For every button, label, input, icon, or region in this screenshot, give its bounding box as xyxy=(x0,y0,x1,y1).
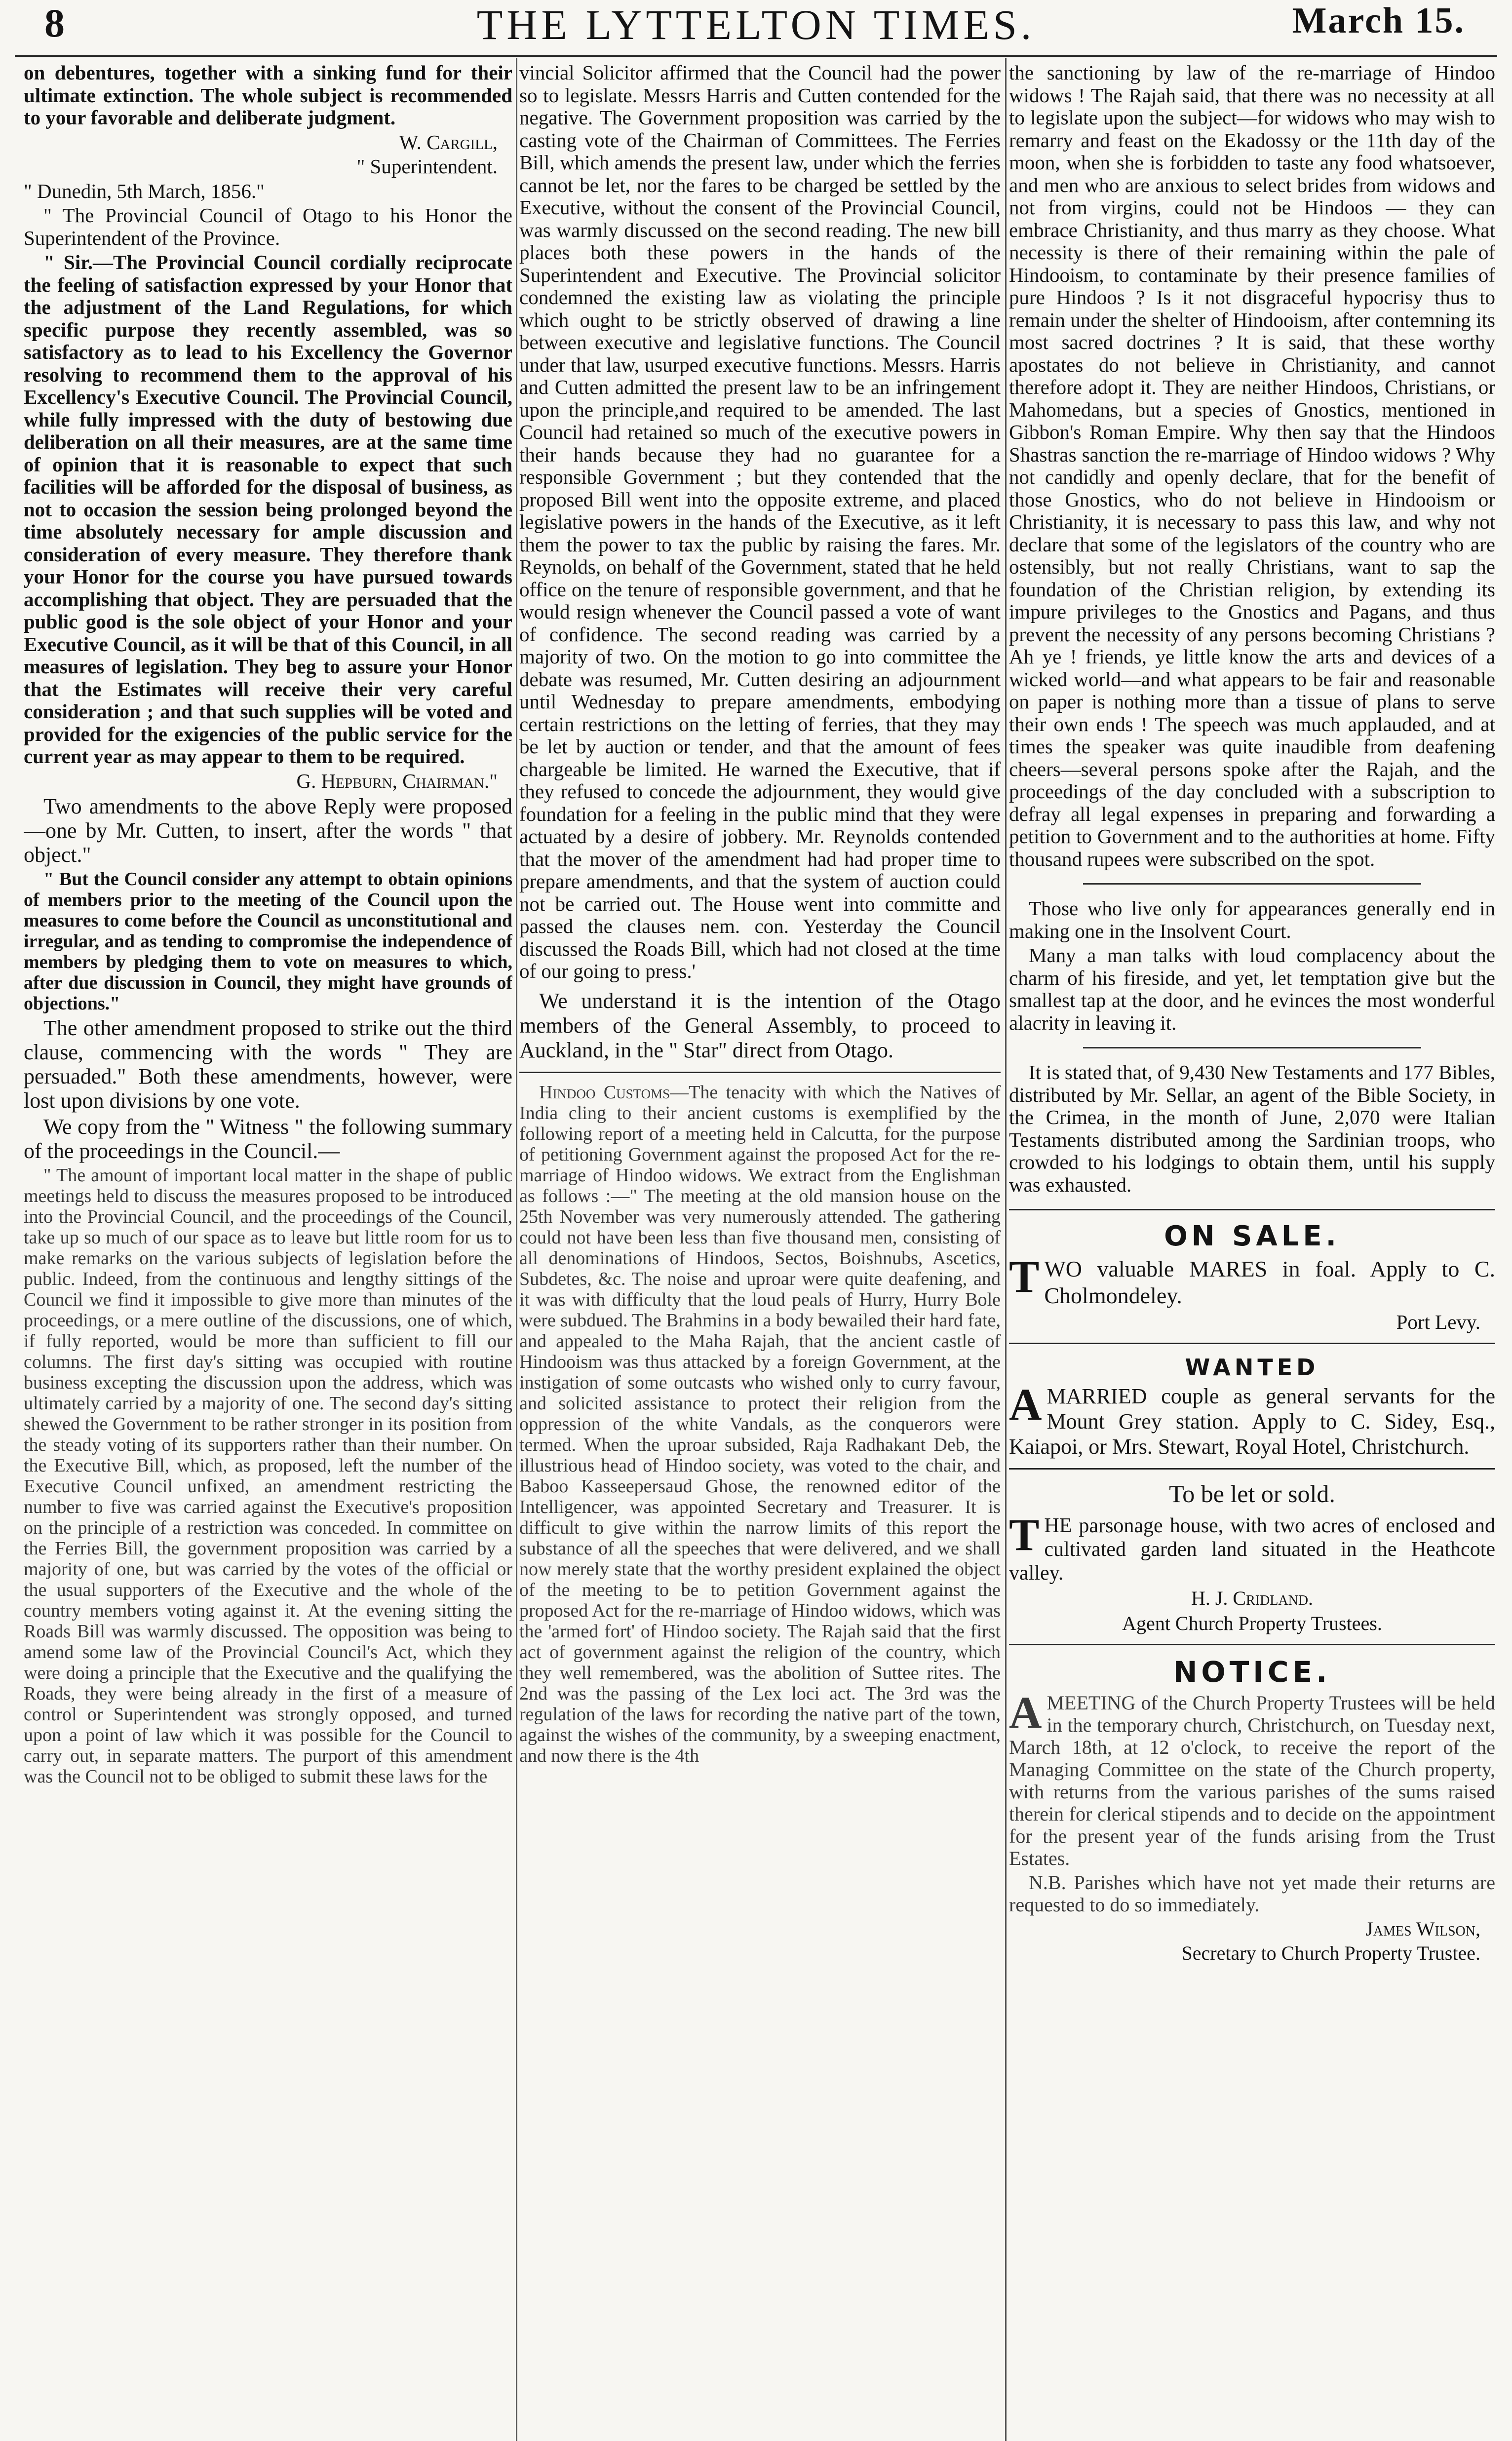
second-amendment: The other amendment proposed to strike out the third clause, commencing with the words " They are persuaded." Both these amendments, however, were lost upon divisions by one vote. xyxy=(24,1016,512,1113)
column-1 xyxy=(24,62,512,2436)
testaments-paragraph: It is stated that, of 9,430 New Testaments and 177 Bibles, distributed by Mr. Sellar, an agent of the Bible Society, in the Crimea, in the month of June, 2,070 were Italian Testaments distributed among the Sardinian troops, who crowded to his lodgings to obtain them, until his supply was exhausted. xyxy=(1009,1061,1495,1196)
ad-nb: N.B. Parishes which have not yet made their returns are requested to do so immediately. xyxy=(1009,1871,1495,1916)
drop-cap: T xyxy=(1009,1509,1040,1560)
issue-date: March 15. xyxy=(1292,0,1465,41)
signature-title: " Superintendent. xyxy=(356,155,498,178)
ad-heading: To be let or sold. xyxy=(1169,1479,1335,1508)
otago-members-paragraph: We understand it is the intention of the Otago members of the General Assembly, to proceed to Auckland, in the " Star" direct from Otago. xyxy=(519,988,1001,1062)
drop-cap: A xyxy=(1009,1687,1042,1738)
hindoo-customs-heading: Hindoo Customs xyxy=(539,1082,670,1103)
signature-hepburn: G. Hepburn, Chairman." xyxy=(296,769,498,792)
address-line: " The Provincial Council of Otago to his Honor the Superintendent of the Province. xyxy=(24,204,512,249)
ads-divider xyxy=(1009,1343,1495,1344)
hindoo-customs-article xyxy=(519,1082,1001,1766)
ads-divider xyxy=(1009,1644,1495,1645)
section-divider xyxy=(1083,883,1421,885)
ad-on-sale xyxy=(1009,1219,1495,1334)
masthead-rule xyxy=(15,55,1497,57)
ad-heading: NOTICE. xyxy=(1173,1655,1331,1689)
debentures-paragraph: on debentures, together with a sinking fund for their ultimate extinction. The whole subject is recommended to your favorable and deliberate judgment. xyxy=(24,62,512,129)
ad-to-let xyxy=(1009,1478,1495,1635)
ad-heading: WANTED xyxy=(1185,1354,1319,1381)
witness-intro: We copy from the " Witness " the following summary of the proceedings in the Council.— xyxy=(24,1115,512,1163)
section-divider xyxy=(519,1072,1001,1073)
ad-body: HE parsonage house, with two acres of enclosed and cultivated garden land situated in the Heathcote valley. xyxy=(1009,1514,1495,1585)
newspaper-title: THE LYTTELTON TIMES. xyxy=(476,1,1036,48)
column-rule xyxy=(1005,58,1007,2441)
rajah-speech-paragraph: the sanctioning by law of the re-marriage of Hindoo widows ! The Rajah said, that there was no necessity at all to legislate upon the subject—for widows who may wish to remarry and feast on the Ekadossy or the 11th day of the moon, when she is forbidden to taste any food whatsoever, and men who are anxious to select brides from widows and not from virgins, could not be Hindoos — they can embrace Christianity, and thus marry as they choose. What necessity is there of their remaining within the pale of Hindooism, to contaminate by their presence families of pure Hindoos ? Is it not disgraceful hypocrisy thus to remain under the shelter of Hindooism, after contemning its most sacred doctrines ? It is said, that these worthy apostates do not believe in Christianity, and cannot therefore adopt it. They are neither Hindoos, Christians, or Mahomedans, but a species of Gnostics, mentioned in Gibbon's Roman Empire. Why then say that the Hindoos Shastras sanction the re-marriage of Hindoo widows ? Why not candidly and openly declare, that for the benefit of those Gnostics, who do not believe in Hindooism or Christianity, it is necessary to pass this law, and why not declare that some of the legislators of the country who are ostensibly, but not really Christians, want to sap the foundation of the Christian religion, by extending its impure privileges to the Gnostics and Pagans, and thus prevent the necessity of any persons becoming Christians ? Ah ye ! friends, ye little know the arts and devices of a wicked world—and what appears to be fair and reasonable on paper is nothing more than a tissue of plans to serve their own ends ! The speech was much applauded, and at times the speaker was quite inaudible from deafening cheers—several persons spoke after the Rajah, and the proceedings of the day concluded with a subscription to defray all legal expenses in preparing and forwarding a petition to Government and to the authorities at home. Fifty thousand rupees were subscribed on the spot. xyxy=(1009,62,1495,870)
ad-signature-title: Agent Church Property Trustees. xyxy=(1122,1612,1382,1634)
ad-wanted xyxy=(1009,1353,1495,1459)
ad-heading: ON SALE. xyxy=(1164,1220,1340,1252)
ad-body: MEETING of the Church Property Trustees will be held in the temporary church, Christchurch, on Tuesday next, March 18th, at 12 o'clock, to receive the report of the Managing Committee on the state of the Church property, with returns from the various parishes of the sums raised therein for clerical stipends and to decide on the appointment for the present year of the funds arising from the Trust Estates. xyxy=(1009,1691,1495,1869)
ad-notice xyxy=(1009,1654,1495,1965)
appearances-paragraph: Those who live only for appearances generally end in making one in the Insolvent Court. xyxy=(1009,897,1495,942)
page-number: 8 xyxy=(44,0,65,45)
council-reply: " Sir.—The Provincial Council cordially reciprocate the feeling of satisfaction expressed by your Honor that the adjustment of the Land Regulations, for which specific purpose they recently assembled, was so satisfactory as to lead to his Excellency the Governor resolving to recommend them to the approval of his Excellency's Executive Council. The Provincial Council, while fully impressed with the duty of bestowing due deliberation on all their measures, are at the same time of opinion that it is reasonable to expect that such facilities will be afforded for the disposal of business, as not to occasion the session being prolonged beyond the time absolutely necessary for ample discussion and consideration of every measure. They therefore thank your Honor for the course you have pursued towards accomplishing that object. They are persuaded that the public good is the sole object of your Honor and your Executive Council, as it will be that of this Council, in all measures of legislation. They beg to assure your Honor that the Estimates will receive their very careful consideration ; and that such supplies will be voted and provided for the exigencies of the public service for the current year as may appear to them to be required. xyxy=(24,251,512,768)
hindoo-customs-text: —The tenacity with which the Natives of India cling to their ancient customs is exemplified by the following report of a meeting held in Calcutta, for the purpose of petitioning Government against the proposed Act for the re-marriage of Hindoo widows. We extract from the Englishman as follows :—" The meeting at the old mansion house on the 25th November was very numerously attended. The gathering could not have been less than five thousand men, consisting of all denominations of Hindoos, Sectos, Boishnubs, Ascetics, Subdetes, &c. The noise and uproar were quite deafening, and it was with difficulty that the loud peals of Hurry, Hurry Bole were subdued. The Brahmins in a body bewailed their hard fate, and appealed to the Maha Rajah, that the ancient castle of Hindooism was thus attacked by a foreign Government, at the instigation of some outcasts who wished only to curry favour, and solicited assistance to protect their religion from the oppression of the white Vandals, as the conquerors were termed. When the uproar subsided, Raja Radhakant Deb, the illustrious head of Hindoo society, was voted to the chair, and Baboo Kasseepersaud Ghose, the renowned editor of the Intelligencer, was appointed Secretary and Treasurer. It is difficult to give within the narrow limits of this report the substance of all the speeches that were delivered, and we shall now merely state that the worthy president explained the object of the meeting to be to petition Government against the proposed Act for the re-marriage of Hindoo widows, which was the 'armed fort' of Hindoo society. The Rajah said that the first act of government against the religion of the country, which they well remembered, was the abolition of Suttee rites. The 2nd was the passing of the Lex loci act. The 3rd was the regulation of the laws for recording the native part of the town, against the wishes of the community, by a sweeping enactment, and now there is the 4th xyxy=(519,1082,1001,1766)
drop-cap: T xyxy=(1009,1251,1040,1302)
ads-divider xyxy=(1009,1468,1495,1470)
section-divider xyxy=(1083,1047,1421,1048)
dateline: " Dunedin, 5th March, 1856." xyxy=(24,179,265,202)
signature-cargill: W. Cargill, xyxy=(399,130,498,154)
amendment-paragraph: Two amendments to the above Reply were proposed—one by Mr. Cutten, to insert, after the words " that object." xyxy=(24,794,512,867)
ad-signature: H. J. Cridland. xyxy=(1191,1587,1314,1609)
column-rule xyxy=(516,58,517,2441)
council-summary: " The amount of important local matter in the shape of public meetings held to discuss the measures proposed to be introduced into the Provincial Council, and the proceedings of the Council, take up so much of our space as to leave but little room for us to make remarks on the various subjects of legislation before the public. Indeed, from the continuous and lengthy sittings of the Council we find it impossible to give more than minutes of the proceedings, or a mere outline of the discussions, one of which, if fully reported, would be more than sufficient to fill our columns. The first day's sitting was occupied with routine business excepting the discussion upon the address, which was ultimately carried by a majority of one. The second day's sitting shewed the Government to be rather stronger in its position from the steady voting of its supporters rather than their number. On the Executive Bill, which, as proposed, left the number of the Executive Council unfixed, an amendment restricting the number to five was carried against the Executive's proposition on the principle of a restriction was conceded. In committee on the Ferries Bill, the government proposition was carried by a majority of one, but was carried by the votes of the official or the usual supporters of the Executive and the whole of the country members voting against it. At the evening sitting the Roads Bill was warmly discussed. The opposition was being to amend some law of the Provincial Council's Act, which they were doing a principle that the Executive and the qualifying the Roads, they were being already in the first of a measure of control or Superintendent was strongly opposed, and turned upon a point of law which it was possible for the Council to carry out, in separate matters. The purport of this amendment was the Council not to be obliged to submit these laws for the xyxy=(24,1165,512,1787)
column-2 xyxy=(519,62,1001,2436)
ad-signature: James Wilson, xyxy=(1365,1917,1480,1940)
fireside-paragraph: Many a man talks with loud complacency about the charm of his fireside, and yet, let temptation give but the smallest tap at the door, and he evinces the most wonderful alacrity in leaving it. xyxy=(1009,944,1495,1034)
drop-cap: A xyxy=(1009,1379,1042,1430)
amendment-quote: " But the Council consider any attempt to obtain opinions of members prior to the meeting of the Council upon the measures to come before the Council as unconstitutional and irregular, and as tending to compromise the independence of members by pledging them to vote on measures to which, after due discussion in Council, they might have grounds of objections." xyxy=(24,869,512,1014)
column-3 xyxy=(1009,62,1495,2436)
ad-signature-title: Secretary to Church Property Trustee. xyxy=(1181,1942,1480,1964)
ad-place: Port Levy. xyxy=(1396,1311,1480,1333)
ads-divider xyxy=(1009,1209,1495,1210)
ad-body: MARRIED couple as general servants for the Mount Grey station. Apply to C. Sidey, Esq., Kaiapoi, or Mrs. Stewart, Royal Hotel, Christchurch. xyxy=(1009,1384,1495,1459)
ad-body: WO valuable MARES in foal. Apply to C. Cholmondeley. xyxy=(1044,1256,1495,1308)
ferries-bill-paragraph: vincial Solicitor affirmed that the Council had the power so to legislate. Messrs Harris and Cutten contended for the negative. The Government proposition was carried by the casting vote of the Chairman of Committees. The Ferries Bill, which amends the present law, under which the ferries cannot be let, nor the fares to be charged be settled by the Executive, without the consent of the Provincial Council, was warmly discussed on the second reading. The new bill places both these powers in the hands of the Superintendent and Executive. The Provincial solicitor condemned the existing law as violating the principle which ought to be strictly observed of drawing a line between executive and legislative functions. The Council under that law, usurped executive functions. Messrs. Harris and Cutten admitted the present law to be an infringement upon the principle,and required to be amended. The last Council had retained so much of the executive powers in their hands because they had no guarantee for a responsible Government ; but they contended that the proposed Bill went into the opposite extreme, and placed legislative powers in the hands of the Executive, as it left them the power to tax the public by raising the fares. Mr. Reynolds, on behalf of the Government, stated that he held office on the tenure of responsible government, and that he would resign whenever the Council passed a vote of want of confidence. The second reading was carried by a majority of two. On the motion to go into committee the debate was resumed, Mr. Cutten desiring an adjournment until Wednesday to prepare amendments, embodying certain restrictions on the letting of ferries, that they may be let by auction or tender, and that the amount of fees chargeable be limited. He warned the Executive, that if they refused to concede the adjournment, they would give foundation for a feeling in the public mind that they were actuated by a desire of jobbery. Mr. Reynolds contended that the mover of the amendment had had proper time to prepare amendments, and that the system of auction could not be carried out. The House went into committe and passed the clauses nem. con. Yesterday the Council discussed the Roads Bill, which had not closed at the time of our going to press.' xyxy=(519,62,1001,982)
